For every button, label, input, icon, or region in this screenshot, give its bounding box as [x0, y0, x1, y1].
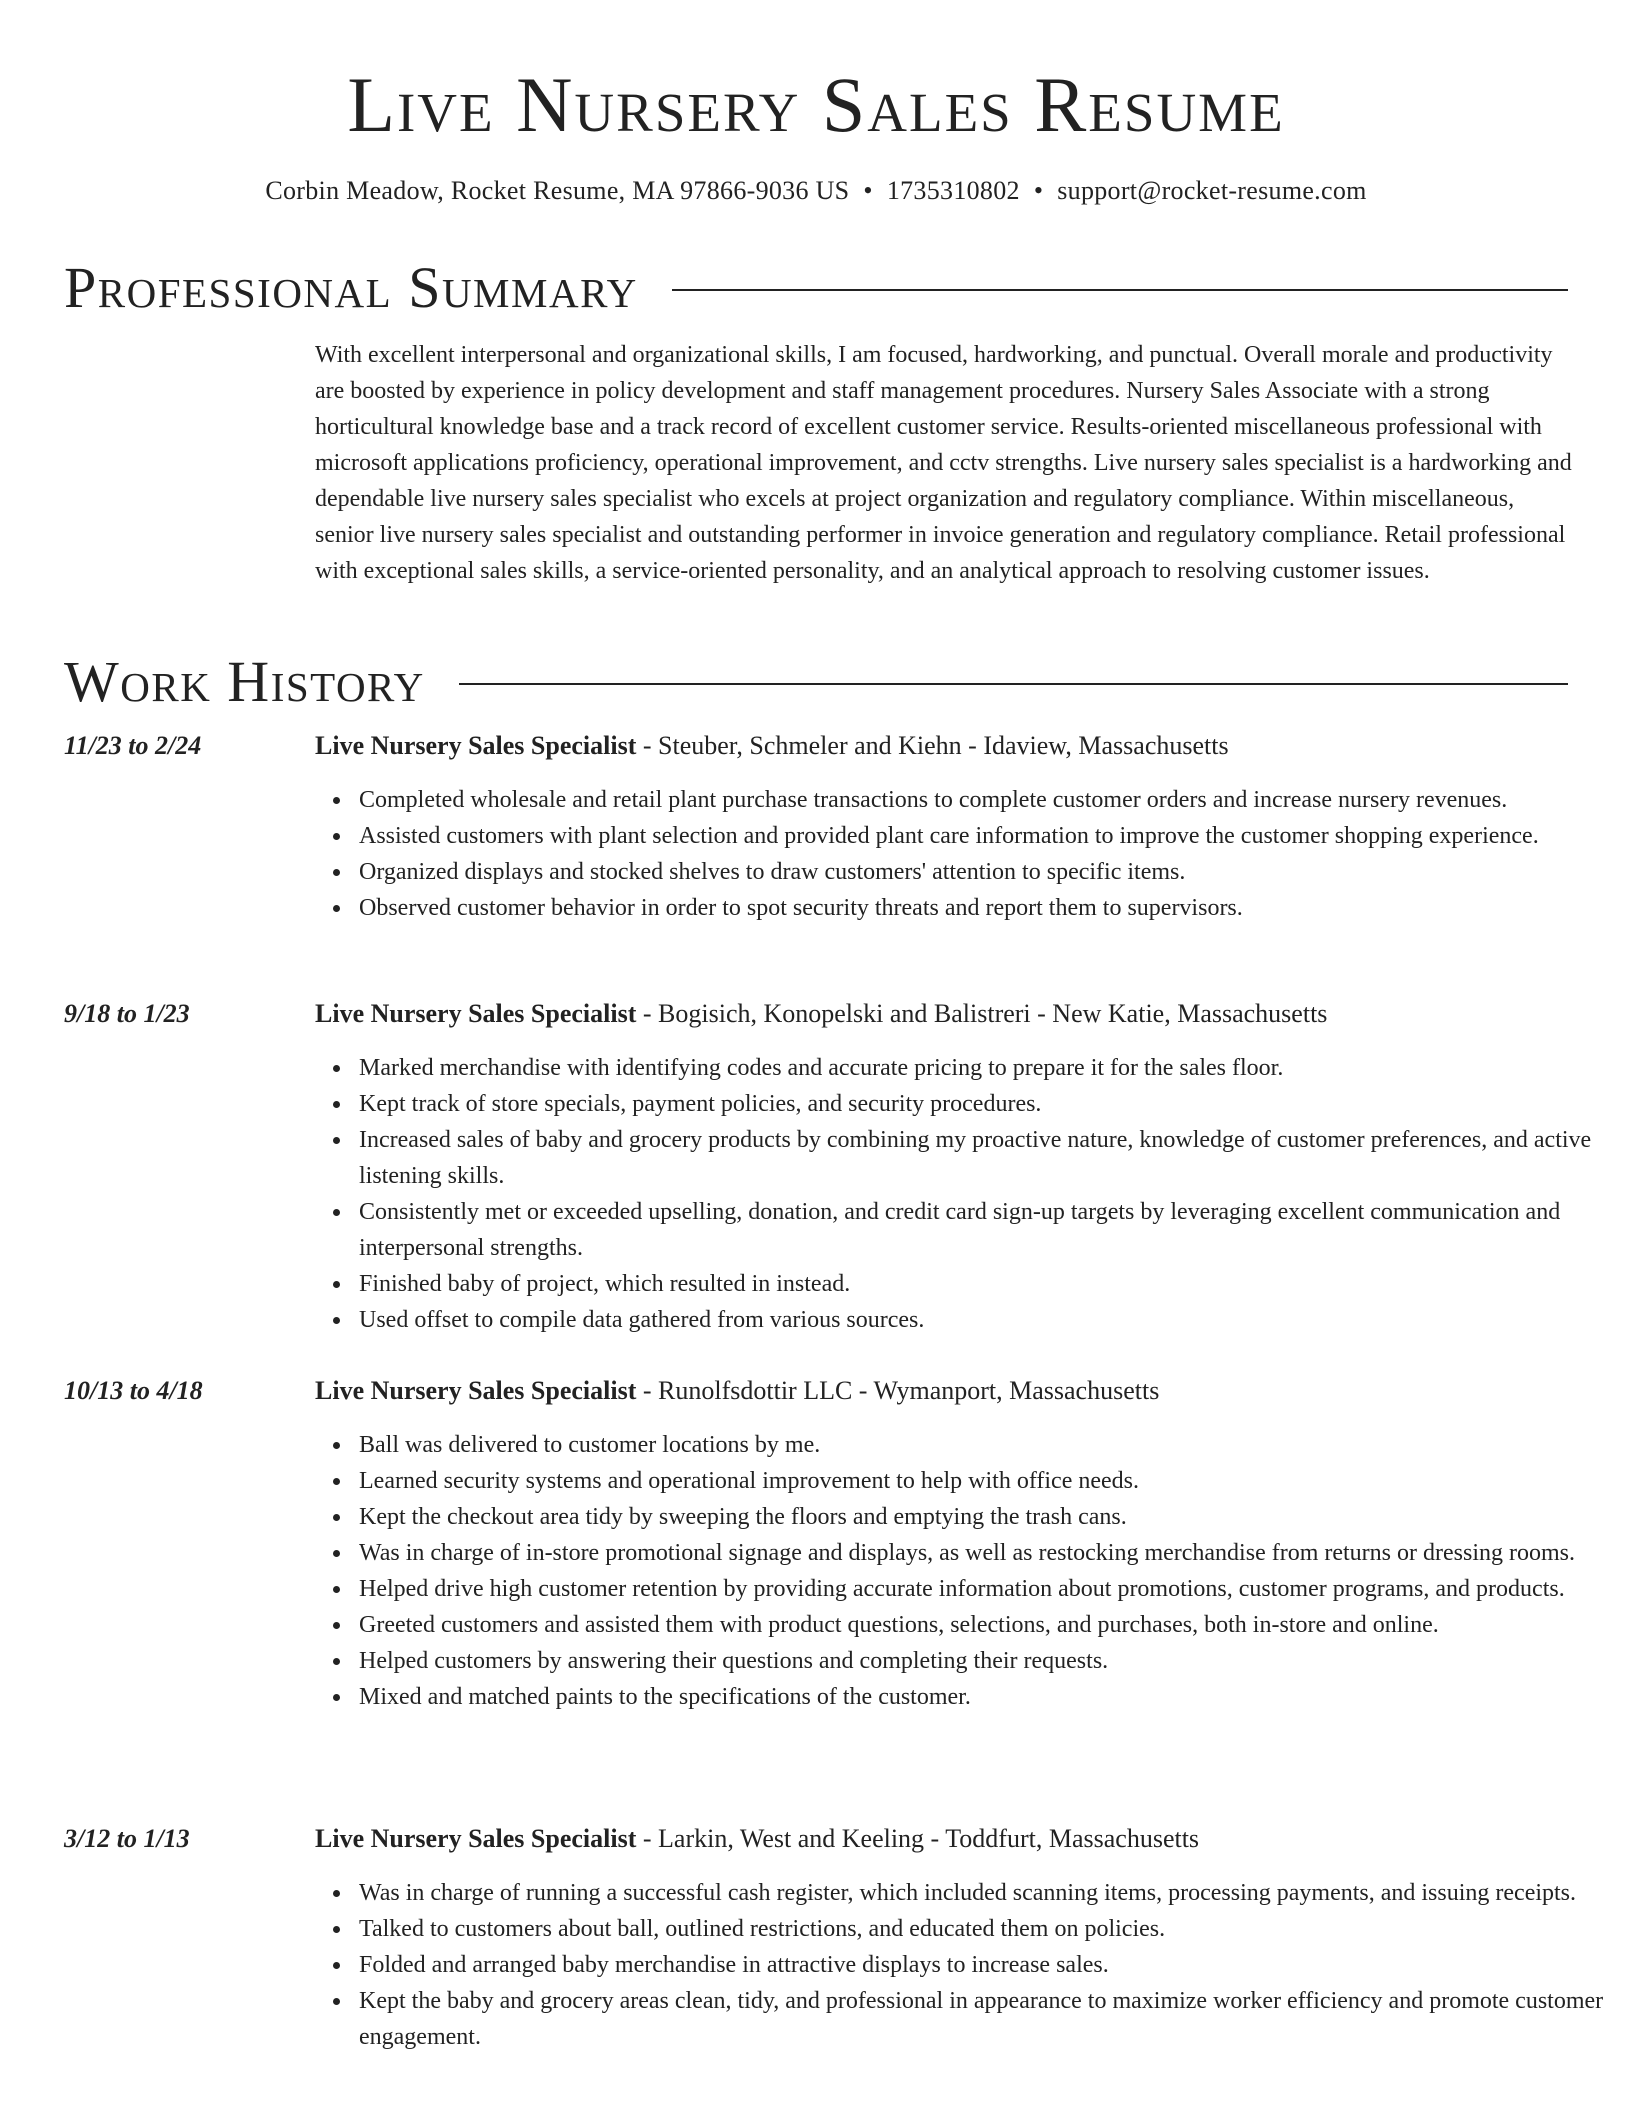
job-bullet: Folded and arranged baby merchandise in attractive displays to increase sales. — [359, 1947, 1619, 1983]
job-bullet: Was in charge of in-store promotional signage and displays, as well as restocking merchandise from returns or dressing rooms. — [359, 1535, 1619, 1571]
section-divider — [459, 683, 1568, 685]
work-history-section-header — [64, 650, 1568, 714]
job-title-line — [315, 728, 1575, 764]
job-dates: 3/12 to 1/13 — [64, 1824, 190, 1853]
job-bullet: Mixed and matched paints to the specifications of the customer. — [359, 1679, 1619, 1715]
job-bullet: Kept track of store specials, payment policies, and security procedures. — [359, 1086, 1619, 1122]
job-bullet: Finished baby of project, which resulted in instead. — [359, 1266, 1619, 1302]
job-bullet: Kept the baby and grocery areas clean, tidy, and professional in appearance to maximize worker efficiency and promote customer engagement. — [359, 1983, 1619, 2055]
contact-email: support@rocket-resume.com — [1057, 176, 1367, 205]
summary-heading: Professional Summary — [64, 255, 638, 320]
job-bullet: Ball was delivered to customer locations by me. — [359, 1427, 1619, 1463]
job-title-line — [315, 996, 1575, 1032]
job-employer: - Runolfsdottir LLC - Wymanport, Massachusetts — [636, 1376, 1160, 1405]
job-bullet: Greeted customers and assisted them with product questions, selections, and purchases, both in-store and online. — [359, 1607, 1619, 1643]
job-bullet: Helped drive high customer retention by providing accurate information about promotions, customer programs, and products. — [359, 1571, 1619, 1607]
job-title: Live Nursery Sales Specialist — [315, 1824, 637, 1853]
job-bullet-list — [315, 1427, 1619, 1715]
section-divider — [672, 289, 1568, 291]
job-bullet: Talked to customers about ball, outlined restrictions, and educated them on policies. — [359, 1911, 1619, 1947]
contact-separator: • — [1033, 176, 1044, 205]
contact-phone: 1735310802 — [886, 176, 1020, 205]
job-bullet: Completed wholesale and retail plant purchase transactions to complete customer orders and increase nursery revenues. — [359, 782, 1619, 818]
job-title: Live Nursery Sales Specialist — [315, 731, 637, 760]
job-bullet-list — [315, 782, 1619, 926]
job-bullet-list — [315, 1050, 1619, 1338]
job-bullet: Was in charge of running a successful cash register, which included scanning items, processing payments, and issuing receipts. — [359, 1875, 1619, 1911]
job-bullet: Marked merchandise with identifying codes and accurate pricing to prepare it for the sales floor. — [359, 1050, 1619, 1086]
summary-section-header — [64, 256, 1568, 320]
job-bullet: Learned security systems and operational improvement to help with office needs. — [359, 1463, 1619, 1499]
job-dates: 9/18 to 1/23 — [64, 999, 190, 1028]
job-bullet: Consistently met or exceeded upselling, donation, and credit card sign-up targets by leveraging excellent communication and interpersonal strengths. — [359, 1194, 1619, 1266]
job-bullet: Observed customer behavior in order to spot security threats and report them to supervisors. — [359, 890, 1619, 926]
contact-address: Corbin Meadow, Rocket Resume, MA 97866-9036 US — [265, 176, 850, 205]
job-bullet: Used offset to compile data gathered from various sources. — [359, 1302, 1619, 1338]
job-employer: - Larkin, West and Keeling - Toddfurt, Massachusetts — [636, 1824, 1200, 1853]
summary-text: With excellent interpersonal and organizational skills, I am focused, hardworking, and punctual. Overall morale and productivity are boosted by experience in policy development and staff management procedures. Nursery Sales Associate with a strong horticultural knowledge base and a track record of excellent customer service. Results-oriented miscellaneous professional with microsoft applications proficiency, operational improvement, and cctv strengths. Live nursery sales specialist is a hardworking and dependable live nursery sales specialist who excels at project organization and regulatory compliance. Within miscellaneous, senior live nursery sales specialist and outstanding performer in invoice generation and regulatory compliance. Retail professional with exceptional sales skills, a service-oriented personality, and an analytical approach to resolving customer issues. — [315, 342, 1572, 584]
work-history-heading: Work History — [64, 649, 425, 714]
job-bullet: Increased sales of baby and grocery products by combining my proactive nature, knowledge of customer preferences, and active listening skills. — [359, 1122, 1619, 1194]
job-title-line — [315, 1821, 1575, 1857]
job-title: Live Nursery Sales Specialist — [315, 1376, 637, 1405]
job-bullet: Kept the checkout area tidy by sweeping the floors and emptying the trash cans. — [359, 1499, 1619, 1535]
resume-title: Live Nursery Sales Resume — [347, 61, 1285, 148]
job-bullet-list — [315, 1875, 1619, 2055]
job-bullet: Organized displays and stocked shelves to draw customers' attention to specific items. — [359, 854, 1619, 890]
contact-line — [0, 174, 1632, 208]
job-bullet: Assisted customers with plant selection and provided plant care information to improve the customer shopping experience. — [359, 818, 1619, 854]
contact-separator: • — [863, 176, 873, 205]
job-dates: 11/23 to 2/24 — [64, 731, 202, 760]
job-title-line — [315, 1373, 1575, 1409]
job-bullet: Helped customers by answering their questions and completing their requests. — [359, 1643, 1619, 1679]
job-employer: - Steuber, Schmeler and Kiehn - Idaview, Massachusetts — [636, 731, 1229, 760]
job-dates: 10/13 to 4/18 — [64, 1376, 203, 1405]
job-title: Live Nursery Sales Specialist — [315, 999, 637, 1028]
job-employer: - Bogisich, Konopelski and Balistreri - New Katie, Massachusetts — [636, 999, 1328, 1028]
